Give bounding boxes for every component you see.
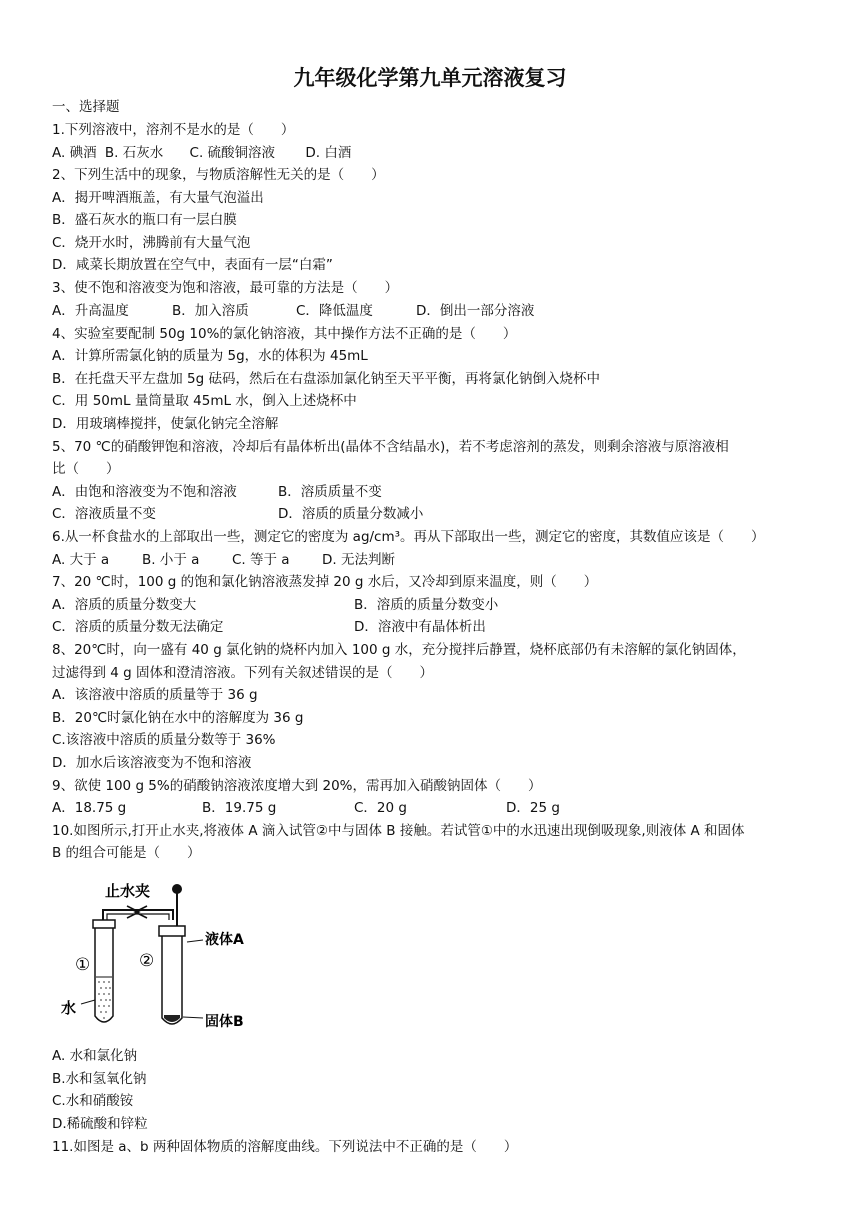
tube2-label: ② <box>139 951 155 971</box>
q1-options <box>52 144 351 162</box>
q10-option-a: A. 水和氯化钠 <box>52 1048 138 1064</box>
q5-stem-cont: 比（ ） <box>52 461 120 477</box>
q6-option-b: B. 小于 a <box>142 552 200 568</box>
q10-stem: 10.如图所示,打开止水夹,将液体 A 滴入试管②中与固体 B 接触。若试管①中的水迅速出现倒吸现象,则液体 A 和固体 <box>52 823 745 839</box>
q10-stem-cont: B 的组合可能是（ ） <box>52 845 201 861</box>
q9-option-d: D．25 g <box>506 800 560 816</box>
q8-option-d: D．加水后该溶液变为不饱和溶液 <box>52 755 252 771</box>
q9-option-b: B．19.75 g <box>202 800 277 816</box>
q5-option-b: B．溶质质量不变 <box>278 484 382 500</box>
q9-option-c: C．20 g <box>354 800 407 816</box>
q2-stem: 2、下列生活中的现象，与物质溶解性无关的是（ ） <box>52 167 385 183</box>
q10-option-d: D.稀硫酸和锌粒 <box>52 1116 148 1132</box>
q10-option-b: B.水和氢氧化钠 <box>52 1071 147 1087</box>
q6-stem: 6.从一杯食盐水的上部取出一些，测定它的密度为 ag/cm³。再从下部取出一些，测定它的密度，其数值应该是（ ） <box>52 529 765 545</box>
q1-option-b: B. 石灰水 <box>104 145 164 161</box>
q2-option-a: A．揭开啤酒瓶盖，有大量气泡溢出 <box>52 190 264 206</box>
q3-option-b: B．加入溶质 <box>172 303 249 319</box>
q8-stem-cont: 过滤得到 4 g 固体和澄清溶液。下列有关叙述错误的是（ ） <box>52 665 434 681</box>
test-tube-2 <box>159 926 185 1024</box>
q5-option-a: A．由饱和溶液变为不饱和溶液 <box>52 484 237 500</box>
q1-option-c: C. 硫酸铜溶液 <box>189 145 276 161</box>
q3-option-a: A．升高温度 <box>52 303 129 319</box>
q4-option-c: C．用 50mL 量筒量取 45mL 水，倒入上述烧杯中 <box>52 393 357 409</box>
q7-stem: 7、20 ℃时，100 g 的饱和氯化钠溶液蒸发掉 20 g 水后，又冷却到原来温度，则（ ） <box>52 574 598 590</box>
q3-option-d: D．倒出一部分溶液 <box>416 303 535 319</box>
q5-option-c: C．溶液质量不变 <box>52 506 156 522</box>
q7-option-a: A．溶质的质量分数变大 <box>52 597 197 613</box>
q7-option-d: D．溶液中有晶体析出 <box>354 619 486 635</box>
q4-stem: 4、实验室要配制 50g 10%的氯化钠溶液，其中操作方法不正确的是（ ） <box>52 326 517 342</box>
q2-option-d: D．咸菜长期放置在空气中，表面有一层“白霜” <box>52 257 333 273</box>
tube1-label: ① <box>75 955 91 975</box>
q11-stem: 11.如图是 a、b 两种固体物质的溶解度曲线。下列说法中不正确的是（ ） <box>52 1139 518 1155</box>
q8-option-c: C.该溶液中溶质的质量分数等于 36% <box>52 732 276 748</box>
q1-option-d: D. 白酒 <box>305 145 352 161</box>
q2-option-c: C．烧开水时，沸腾前有大量气泡 <box>52 235 251 251</box>
dropper-icon <box>172 884 182 932</box>
section-heading: 一、选择题 <box>52 99 120 115</box>
q8-stem: 8、20℃时，向一盛有 40 g 氯化钠的烧杯内加入 100 g 水，充分搅拌后静置，烧杯底部仍有未溶解的氯化钠固体， <box>52 642 746 658</box>
q6-option-c: C. 等于 a <box>232 552 290 568</box>
q9-stem: 9、欲使 100 g 5%的硝酸钠溶液浓度增大到 20%，需再加入硝酸钠固体（ ） <box>52 778 542 794</box>
test-tube-1 <box>93 920 115 1022</box>
solid-b-label: 固体B <box>205 1014 244 1030</box>
q4-option-d: D．用玻璃棒搅拌，使氯化钠完全溶解 <box>52 416 279 432</box>
q4-option-b: B．在托盘天平左盘加 5g 砝码，然后在右盘添加氯化钠至天平平衡，再将氯化钠倒入烧杯中 <box>52 371 601 387</box>
q10-option-c: C.水和硝酸铵 <box>52 1093 134 1109</box>
clamp-icon <box>127 906 147 918</box>
q7-option-b: B．溶质的质量分数变小 <box>354 597 499 613</box>
q5-stem: 5、70 ℃的硝酸钾饱和溶液，冷却后有晶体析出(晶体不含结晶水)，若不考虑溶剂的蒸发，则剩余溶液与原溶液相 <box>52 439 729 455</box>
q7-option-c: C．溶质的质量分数无法确定 <box>52 619 224 635</box>
page-title: 九年级化学第九单元溶液复习 <box>293 65 567 90</box>
clamp-label: 止水夹 <box>105 882 151 900</box>
q3-stem: 3、使不饱和溶液变为饱和溶液，最可靠的方法是（ ） <box>52 280 399 296</box>
liquid-a-label: 液体A <box>205 932 244 948</box>
q8-option-b: B．20℃时氯化钠在水中的溶解度为 36 g <box>52 710 304 726</box>
q6-option-d: D. 无法判断 <box>322 552 395 568</box>
q9-option-a: A．18.75 g <box>52 800 127 816</box>
q1-stem: 1.下列溶液中，溶剂不是水的是（ ） <box>52 122 295 138</box>
q2-option-b: B．盛石灰水的瓶口有一层白膜 <box>52 212 237 228</box>
q6-option-a: A. 大于 a <box>52 552 110 568</box>
q5-option-d: D．溶质的质量分数减小 <box>278 506 424 522</box>
q1-option-a: A. 碘酒 <box>52 145 97 161</box>
q8-option-a: A．该溶液中溶质的质量等于 36 g <box>52 687 258 703</box>
q4-option-a: A．计算所需氯化钠的质量为 5g，水的体积为 45mL <box>52 348 368 364</box>
q3-option-c: C．降低温度 <box>296 303 373 319</box>
apparatus-figure <box>55 870 270 1035</box>
water-label: 水 <box>61 999 77 1017</box>
